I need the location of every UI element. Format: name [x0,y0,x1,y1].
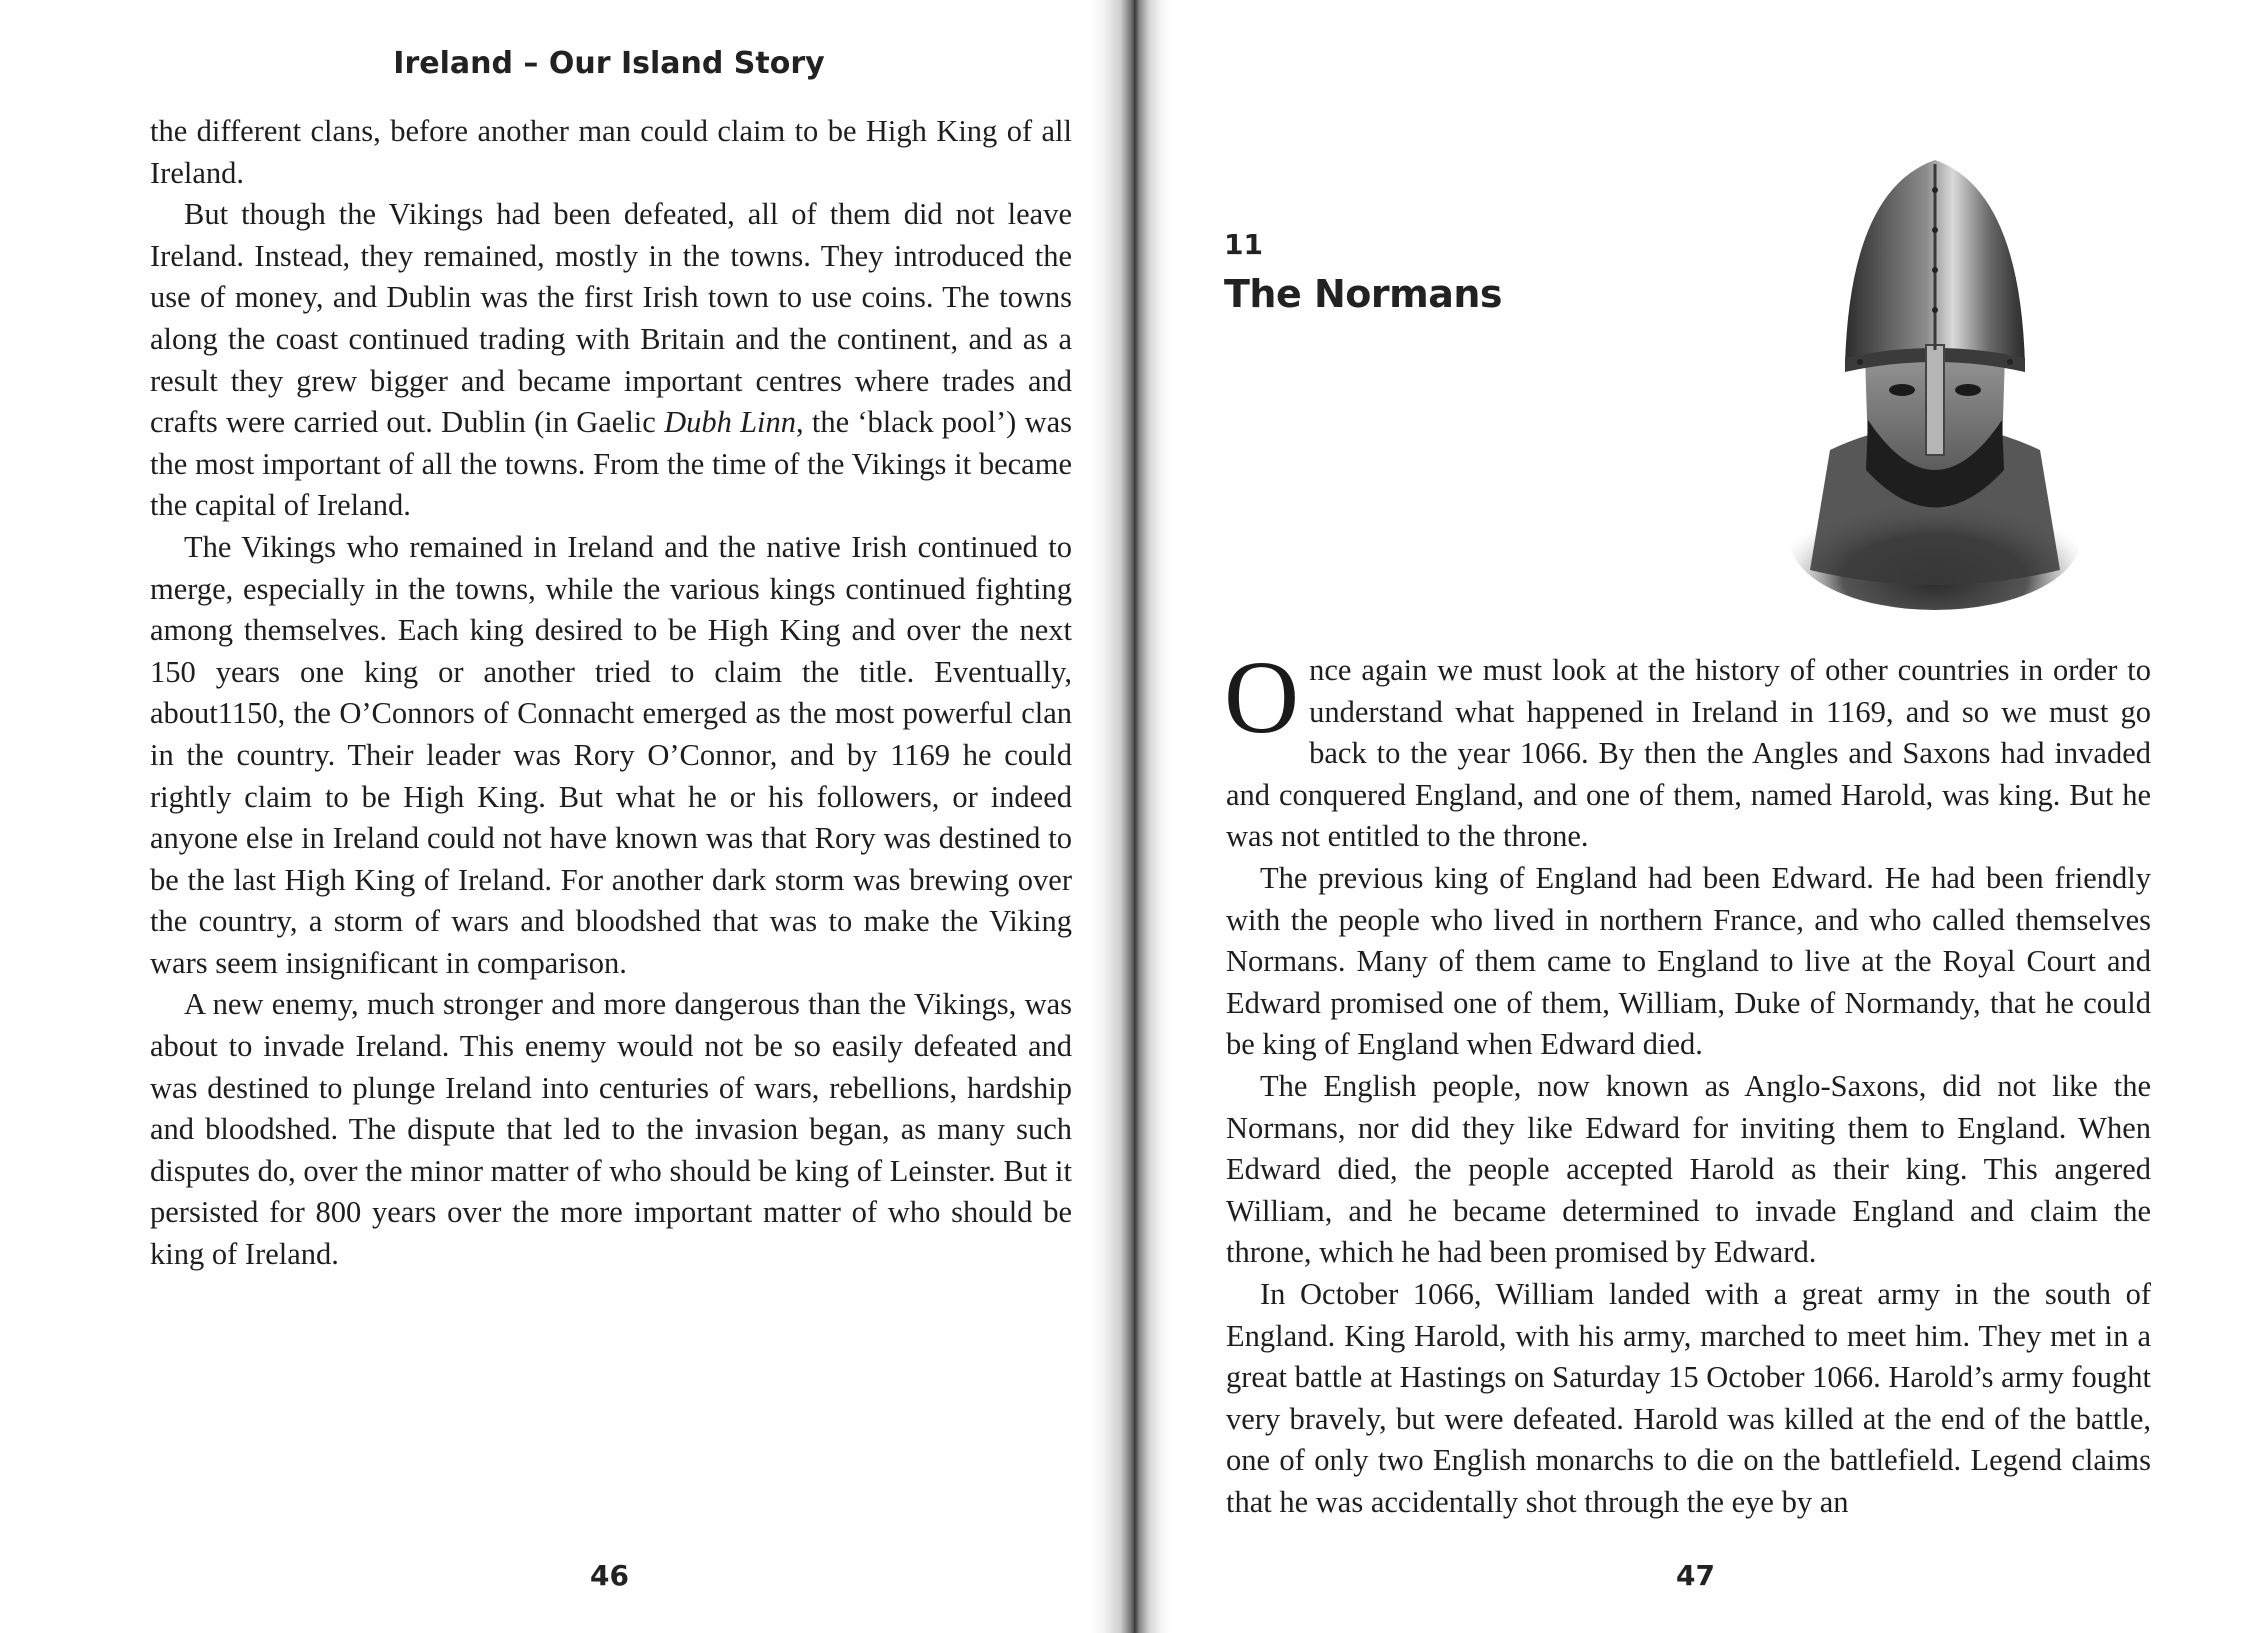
page-number: 47 [1676,1559,1715,1592]
running-head: Ireland – Our Island Story [393,46,825,81]
paragraph-text: But though the Vikings had been defeated, all of them did not leave Ireland. Instead, they remained, mostly in the towns. They introduced the use of money, and Dublin was the first Irish town to use coins. The towns along the coast continued trading with Britain and the continent, and as a result they grew bigger and became important centres where trades and crafts were carried out. Dublin (in Gaelic [150,197,1072,440]
paragraph: The previous king of England had been Edward. He had been friendly with the people who lived in northern France, and who called themselves Normans. Many of them came to England to live at the Royal Court and Edward promised one of them, William, Duke of Normandy, that he could be king of England when Edward died. [1226,860,2151,1062]
italic-term: Dubh Linn [664,405,797,440]
book-gutter [1090,0,1170,1633]
page-number: 46 [590,1559,629,1592]
paragraph-text: nce again we must look at the history of other countries in order to understand what happened in Ireland in 1169, and so we must go back to the year 1066. By then the Angles and Saxons had invaded and conquered England, and one of them, named Harold, was king. But he was not entitled to the throne. [1226,653,2151,854]
chapter-number: 11 [1224,228,1263,261]
paragraph [150,194,1072,527]
left-page-body [150,111,1072,1276]
drop-cap: O [1224,640,1300,755]
norman-knight-illustration [1790,150,2080,610]
paragraph: The English people, now known as Anglo-Saxons, did not like the Normans, nor did they like Edward for inviting them to England. When Edward died, the people accepted Harold as their king. This angered William, and he became determined to invade England and claim the throne, which he had been promised by Edward. [1226,1068,2151,1270]
paragraph [1224,640,2151,858]
paragraph: In October 1066, William landed with a great army in the south of England. King Harold, with his army, marched to meet him. They met in a great battle at Hastings on Saturday 15 October 1066. Harold’s army fought very bravely, but were defeated. Harold was killed at the end of the battle, one of only two English monarchs to die on the battlefield. Legend claims that he was accidentally shot through the eye by an [1226,1276,2151,1519]
paragraph-text: , the ‘black pool’) was the most important of all the towns. From the time of the Vikings it became the capital of Ireland. [150,405,1073,523]
paragraph: the different clans, before another man could claim to be High King of all Ireland. [150,114,1072,190]
paragraph: A new enemy, much stronger and more dangerous than the Vikings, was about to invade Ireland. This enemy would not be so easily defeated and was destined to plunge Ireland into centuries of wars, rebellions, hardship and bloodshed. The dispute that led to the invasion began, as many such disputes do, over the minor matter of who should be king of Leinster. But it persisted for 800 years over the more important matter of who should be king of Ireland. [150,987,1072,1272]
chapter-title: The Normans [1224,272,1503,316]
paragraph: The Vikings who remained in Ireland and the native Irish continued to merge, especially in the towns, while the various kings continued fighting among themselves. Each king desired to be High King and over the next 150 years one king or another tried to claim the title. Eventually, about1150, the O’Connors of Connacht emerged as the most powerful clan in the country. Their leader was Rory O’Connor, and by 1169 he could rightly claim to be High King. But what he or his followers, or indeed anyone else in Ireland could not have known was that Rory was destined to be the last High King of Ireland. For another dark storm was brewing over the country, a storm of wars and bloodshed that was to make the Viking wars seem insignificant in comparison. [150,529,1072,980]
right-page-body [1224,640,2151,1523]
